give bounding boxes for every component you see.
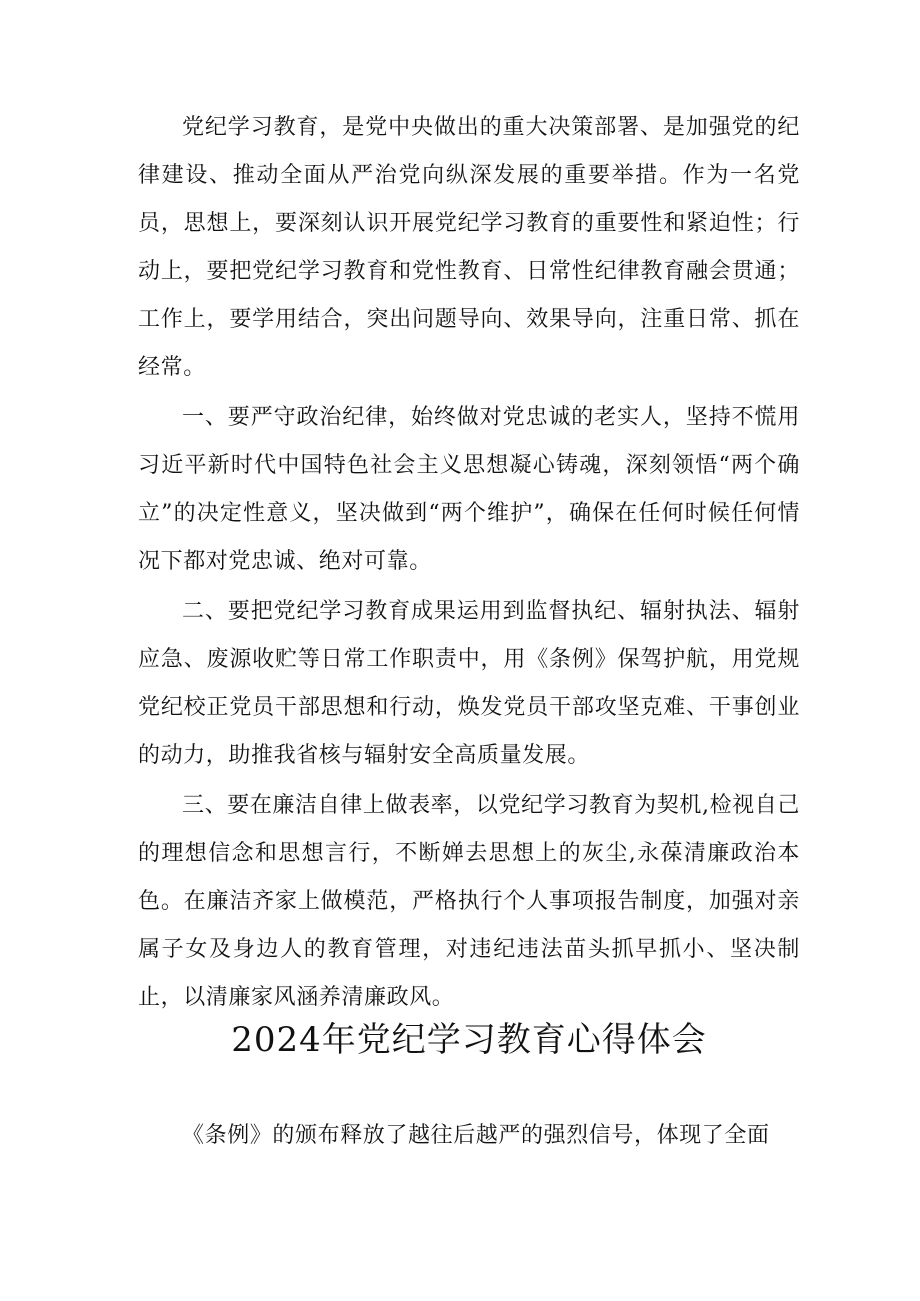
intro-paragraph: 党纪学习教育，是党中央做出的重大决策部署、是加强党的纪律建设、推动全面从严治党向纵深发展的重要举措。作为一名党员，思想上，要深刻认识开展党纪学习教育的重要性和紧迫性；行动上，要把党纪学习教育和党性教育、日常性纪律教育融会贯通；工作上，要学用结合，突出问题导向、效果导向，注重日常、抓在经常。: [138, 115, 800, 380]
document-body: [138, 104, 800, 1024]
point-one-paragraph: 一、要严守政治纪律，始终做对党忠诚的老实人，坚持不慌用习近平新时代中国特色社会主义思想凝心铸魂，深刻领悟“两个确立”的决定性意义，坚决做到“两个维护”，确保在任何时候任何情况下都对党忠诚、绝对可靠。: [138, 405, 800, 574]
point-two-paragraph: 二、要把党纪学习教育成果运用到监督执纪、辐射执法、辐射应急、废源收贮等日常工作职责中，用《条例》保驾护航，用党规党纪校正党员干部思想和行动，焕发党员干部攻坚克难、干事创业的动力，助推我省核与辐射安全高质量发展。: [138, 599, 800, 768]
next-section-body: [138, 1112, 800, 1162]
document-title: 2024年党纪学习教育心得体会: [231, 1020, 707, 1060]
next-section-paragraph: 《条例》的颁布释放了越往后越严的强烈信号，体现了全面: [182, 1123, 770, 1148]
point-three-paragraph: 三、要在廉洁自律上做表率，以党纪学习教育为契机,检视自己的理想信念和思想言行，不断婵去思想上的灰尘,永葆清廉政治本色。在廉洁齐家上做模范，严格执行个人事项报告制度，加强对亲属子女及身边人的教育管理，对违纪违法苗头抓早抓小、坚决制止，以清廉家风涵养清廉政风。: [138, 793, 800, 1010]
